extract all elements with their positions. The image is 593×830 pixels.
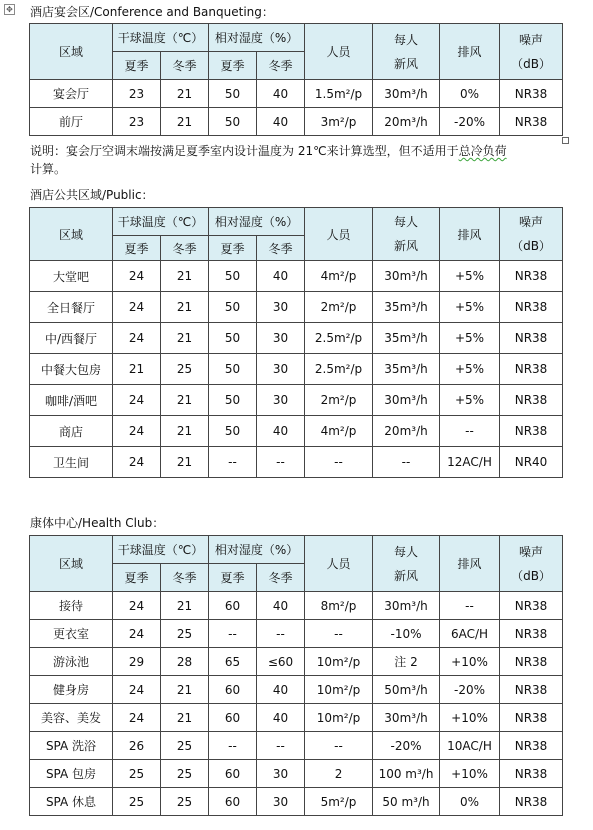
- cell-h-summer: 60: [209, 760, 257, 788]
- table-row: [30, 648, 563, 676]
- cell-fresh-air: 50m³/h: [373, 676, 440, 704]
- col-header-exhaust: 排风: [440, 24, 500, 80]
- cell-fresh-air: 30m³/h: [373, 261, 440, 292]
- cell-area: 卫生间: [30, 447, 113, 478]
- subheader-humidity-summer: 夏季: [209, 564, 257, 592]
- cell-h-winter: 30: [257, 354, 305, 385]
- note-paragraph: [30, 142, 540, 178]
- cell-fresh-air: -10%: [373, 620, 440, 648]
- section-title-conference: 酒店宴会区/Conference and Banqueting：: [30, 5, 274, 19]
- table-row: [30, 80, 563, 108]
- cell-noise: NR38: [500, 704, 563, 732]
- cell-area: 中餐大包房: [30, 354, 113, 385]
- cell-t-winter: 21: [161, 592, 209, 620]
- col-header-occupancy: 人员: [305, 536, 373, 592]
- cell-t-winter: 21: [161, 385, 209, 416]
- cell-fresh-air: 30m³/h: [373, 385, 440, 416]
- cell-area: 咖啡/酒吧: [30, 385, 113, 416]
- fresh-air-header-line-1: 每人: [394, 544, 419, 559]
- cell-t-winter: 21: [161, 704, 209, 732]
- col-header-exhaust: 排风: [440, 208, 500, 261]
- cell-fresh-air: 35m³/h: [373, 354, 440, 385]
- table-row: [30, 261, 563, 292]
- table-row: [30, 732, 563, 760]
- cell-t-summer: 23: [113, 108, 161, 136]
- cell-fresh-air: 50 m³/h: [373, 788, 440, 816]
- cell-h-winter: 40: [257, 261, 305, 292]
- table-row: [30, 704, 563, 732]
- section-title-health-club: 康体中心/Health Club：: [30, 516, 165, 530]
- col-header-dry-bulb: 干球温度（℃）: [113, 24, 209, 52]
- cell-h-summer: 50: [209, 323, 257, 354]
- cell-occupancy: 10m²/p: [305, 676, 373, 704]
- cell-noise: NR38: [500, 620, 563, 648]
- cell-t-winter: 21: [161, 447, 209, 478]
- table-row: [30, 354, 563, 385]
- section-title-public: 酒店公共区域/Public：: [30, 188, 154, 202]
- subheader-temp-winter: 冬季: [161, 236, 209, 261]
- cell-fresh-air: 35m³/h: [373, 323, 440, 354]
- table-row: [30, 676, 563, 704]
- cell-fresh-air: 100 m³/h: [373, 760, 440, 788]
- cell-occupancy: 5m²/p: [305, 788, 373, 816]
- cell-noise: NR38: [500, 416, 563, 447]
- cell-exhaust: +5%: [440, 385, 500, 416]
- cell-t-summer: 24: [113, 592, 161, 620]
- subheader-temp-winter: 冬季: [161, 52, 209, 80]
- cell-t-winter: 21: [161, 261, 209, 292]
- cell-t-winter: 25: [161, 788, 209, 816]
- col-header-humidity: 相对湿度（%）: [209, 536, 305, 564]
- cell-t-summer: 23: [113, 80, 161, 108]
- fresh-air-header-line-2: 新风: [394, 56, 419, 71]
- cell-t-winter: 25: [161, 732, 209, 760]
- cell-h-summer: --: [209, 620, 257, 648]
- table-row: [30, 323, 563, 354]
- cell-occupancy: 8m²/p: [305, 592, 373, 620]
- cell-exhaust: -20%: [440, 676, 500, 704]
- cell-exhaust: +10%: [440, 704, 500, 732]
- noise-header-line-2: （dB）: [511, 568, 551, 583]
- cell-h-winter: --: [257, 447, 305, 478]
- subheader-temp-summer: 夏季: [113, 236, 161, 261]
- cell-t-winter: 21: [161, 292, 209, 323]
- cell-area: SPA 包房: [30, 760, 113, 788]
- cell-noise: NR38: [500, 648, 563, 676]
- cell-h-summer: 60: [209, 592, 257, 620]
- cell-noise: NR38: [500, 732, 563, 760]
- cell-t-winter: 21: [161, 416, 209, 447]
- cell-fresh-air: --: [373, 447, 440, 478]
- table-row: [30, 416, 563, 447]
- cell-h-winter: 40: [257, 416, 305, 447]
- table-row: [30, 592, 563, 620]
- cell-t-summer: 21: [113, 354, 161, 385]
- table-row: [30, 385, 563, 416]
- cell-fresh-air: 20m³/h: [373, 416, 440, 447]
- cell-t-summer: 24: [113, 385, 161, 416]
- cell-noise: NR38: [500, 760, 563, 788]
- conference-table: [29, 23, 563, 136]
- cell-t-winter: 21: [161, 323, 209, 354]
- cell-area: 接待: [30, 592, 113, 620]
- cell-t-summer: 24: [113, 416, 161, 447]
- cell-h-summer: 65: [209, 648, 257, 676]
- cell-h-summer: 50: [209, 80, 257, 108]
- cell-noise: NR38: [500, 385, 563, 416]
- col-header-fresh-air: [373, 24, 440, 80]
- note-text-end: 计算。: [30, 162, 67, 176]
- table-row: [30, 760, 563, 788]
- cell-t-winter: 21: [161, 108, 209, 136]
- col-header-area: 区域: [30, 536, 113, 592]
- cell-occupancy: --: [305, 447, 373, 478]
- subheader-temp-winter: 冬季: [161, 564, 209, 592]
- fresh-air-header-line-1: 每人: [394, 32, 419, 47]
- cell-occupancy: --: [305, 732, 373, 760]
- col-header-occupancy: 人员: [305, 208, 373, 261]
- cell-noise: NR38: [500, 292, 563, 323]
- cell-area: 全日餐厅: [30, 292, 113, 323]
- cell-t-summer: 25: [113, 788, 161, 816]
- cell-h-winter: ≤60: [257, 648, 305, 676]
- cell-exhaust: 10AC/H: [440, 732, 500, 760]
- cell-t-summer: 24: [113, 620, 161, 648]
- cell-exhaust: +5%: [440, 354, 500, 385]
- cell-exhaust: 0%: [440, 80, 500, 108]
- cell-noise: NR38: [500, 354, 563, 385]
- public-table: [29, 207, 563, 478]
- cell-h-summer: 50: [209, 416, 257, 447]
- cell-noise: NR38: [500, 592, 563, 620]
- cell-h-winter: 30: [257, 788, 305, 816]
- cell-area: 健身房: [30, 676, 113, 704]
- cell-area: 游泳池: [30, 648, 113, 676]
- col-header-noise: [500, 208, 563, 261]
- cell-occupancy: --: [305, 620, 373, 648]
- cell-noise: NR38: [500, 108, 563, 136]
- cell-exhaust: 12AC/H: [440, 447, 500, 478]
- cell-h-summer: 50: [209, 354, 257, 385]
- health-club-table: [29, 535, 563, 816]
- col-header-dry-bulb: 干球温度（℃）: [113, 208, 209, 236]
- cell-occupancy: 10m²/p: [305, 704, 373, 732]
- cell-t-winter: 25: [161, 354, 209, 385]
- note-underlined-text: 总冷负荷: [458, 144, 507, 158]
- header-row: [30, 208, 563, 236]
- cell-t-winter: 21: [161, 676, 209, 704]
- cell-exhaust: +5%: [440, 261, 500, 292]
- table-resize-handle[interactable]: [562, 137, 569, 144]
- cell-area: 商店: [30, 416, 113, 447]
- cell-exhaust: --: [440, 592, 500, 620]
- col-header-noise: [500, 24, 563, 80]
- cell-occupancy: 2.5m²/p: [305, 323, 373, 354]
- subheader-humidity-summer: 夏季: [209, 52, 257, 80]
- cell-exhaust: 0%: [440, 788, 500, 816]
- cell-occupancy: 2m²/p: [305, 385, 373, 416]
- cell-t-summer: 29: [113, 648, 161, 676]
- col-header-fresh-air: [373, 208, 440, 261]
- cell-t-summer: 24: [113, 261, 161, 292]
- cell-fresh-air: 35m³/h: [373, 292, 440, 323]
- cell-area: 前厅: [30, 108, 113, 136]
- fresh-air-header-line-1: 每人: [394, 215, 419, 229]
- cell-occupancy: 4m²/p: [305, 416, 373, 447]
- cell-h-summer: 60: [209, 676, 257, 704]
- cell-h-winter: 40: [257, 676, 305, 704]
- subheader-temp-summer: 夏季: [113, 564, 161, 592]
- cell-noise: NR38: [500, 261, 563, 292]
- cell-exhaust: 6AC/H: [440, 620, 500, 648]
- cell-occupancy: 1.5m²/p: [305, 80, 373, 108]
- cell-noise: NR38: [500, 323, 563, 354]
- cell-h-summer: 60: [209, 788, 257, 816]
- subheader-temp-summer: 夏季: [113, 52, 161, 80]
- fresh-air-header-line-2: 新风: [394, 568, 419, 583]
- cell-occupancy: 4m²/p: [305, 261, 373, 292]
- cell-area: 大堂吧: [30, 261, 113, 292]
- cell-noise: NR40: [500, 447, 563, 478]
- cell-area: 美容、美发: [30, 704, 113, 732]
- cell-t-summer: 24: [113, 447, 161, 478]
- cell-area: SPA 洗浴: [30, 732, 113, 760]
- subheader-humidity-winter: 冬季: [257, 52, 305, 80]
- col-header-area: 区域: [30, 24, 113, 80]
- cell-fresh-air: 30m³/h: [373, 80, 440, 108]
- col-header-humidity: 相对湿度（%）: [209, 208, 305, 236]
- cell-noise: NR38: [500, 788, 563, 816]
- cell-exhaust: +5%: [440, 323, 500, 354]
- cell-exhaust: +5%: [440, 292, 500, 323]
- cell-t-winter: 25: [161, 760, 209, 788]
- fresh-air-header-line-2: 新风: [394, 239, 419, 253]
- cell-h-winter: --: [257, 732, 305, 760]
- cell-fresh-air: 30m³/h: [373, 704, 440, 732]
- cell-h-winter: 40: [257, 592, 305, 620]
- cell-t-summer: 24: [113, 676, 161, 704]
- noise-header-line-1: 噪声: [519, 32, 544, 47]
- table-row: [30, 108, 563, 136]
- col-header-noise: [500, 536, 563, 592]
- note-text: 说明：宴会厅空调末端按满足夏季室内设计温度为 21℃来计算选型，但不适用于: [30, 144, 459, 158]
- cell-t-summer: 24: [113, 704, 161, 732]
- cell-occupancy: 2: [305, 760, 373, 788]
- cell-h-winter: 40: [257, 80, 305, 108]
- cell-t-summer: 24: [113, 292, 161, 323]
- cell-fresh-air: -20%: [373, 732, 440, 760]
- noise-header-line-2: （dB）: [511, 56, 551, 71]
- cell-fresh-air: 30m³/h: [373, 592, 440, 620]
- cell-occupancy: 2.5m²/p: [305, 354, 373, 385]
- col-header-exhaust: 排风: [440, 536, 500, 592]
- noise-header-line-2: （dB）: [511, 239, 551, 253]
- cell-h-winter: 30: [257, 323, 305, 354]
- cell-h-winter: 40: [257, 108, 305, 136]
- table-row: [30, 292, 563, 323]
- cell-t-winter: 25: [161, 620, 209, 648]
- table-row: [30, 620, 563, 648]
- cell-h-winter: 30: [257, 292, 305, 323]
- cell-noise: NR38: [500, 80, 563, 108]
- cell-occupancy: 3m²/p: [305, 108, 373, 136]
- subheader-humidity-summer: 夏季: [209, 236, 257, 261]
- cell-h-summer: --: [209, 447, 257, 478]
- col-header-dry-bulb: 干球温度（℃）: [113, 536, 209, 564]
- cell-t-winter: 28: [161, 648, 209, 676]
- col-header-area: 区域: [30, 208, 113, 261]
- cell-exhaust: --: [440, 416, 500, 447]
- subheader-humidity-winter: 冬季: [257, 564, 305, 592]
- cell-occupancy: 10m²/p: [305, 648, 373, 676]
- cell-t-summer: 26: [113, 732, 161, 760]
- cell-exhaust: +10%: [440, 760, 500, 788]
- table-move-handle-icon[interactable]: ✥: [4, 4, 15, 15]
- cell-t-summer: 25: [113, 760, 161, 788]
- cell-noise: NR38: [500, 676, 563, 704]
- cell-h-summer: 50: [209, 385, 257, 416]
- cell-area: 宴会厅: [30, 80, 113, 108]
- cell-exhaust: -20%: [440, 108, 500, 136]
- cell-h-summer: 50: [209, 261, 257, 292]
- cell-t-summer: 24: [113, 323, 161, 354]
- col-header-occupancy: 人员: [305, 24, 373, 80]
- noise-header-line-1: 噪声: [519, 544, 544, 559]
- noise-header-line-1: 噪声: [519, 215, 544, 229]
- header-row: [30, 536, 563, 564]
- cell-area: 中/西餐厅: [30, 323, 113, 354]
- cell-h-summer: 50: [209, 108, 257, 136]
- cell-h-winter: 30: [257, 760, 305, 788]
- cell-fresh-air: 注 2: [373, 648, 440, 676]
- table-row: [30, 788, 563, 816]
- header-row: [30, 24, 563, 52]
- cell-area: SPA 休息: [30, 788, 113, 816]
- col-header-humidity: 相对湿度（%）: [209, 24, 305, 52]
- cell-h-summer: --: [209, 732, 257, 760]
- cell-t-winter: 21: [161, 80, 209, 108]
- cell-h-summer: 50: [209, 292, 257, 323]
- cell-h-winter: 40: [257, 704, 305, 732]
- cell-exhaust: +10%: [440, 648, 500, 676]
- cell-fresh-air: 20m³/h: [373, 108, 440, 136]
- cell-h-summer: 60: [209, 704, 257, 732]
- cell-h-winter: 30: [257, 385, 305, 416]
- cell-area: 更衣室: [30, 620, 113, 648]
- table-row: [30, 447, 563, 478]
- col-header-fresh-air: [373, 536, 440, 592]
- subheader-humidity-winter: 冬季: [257, 236, 305, 261]
- cell-occupancy: 2m²/p: [305, 292, 373, 323]
- cell-h-winter: --: [257, 620, 305, 648]
